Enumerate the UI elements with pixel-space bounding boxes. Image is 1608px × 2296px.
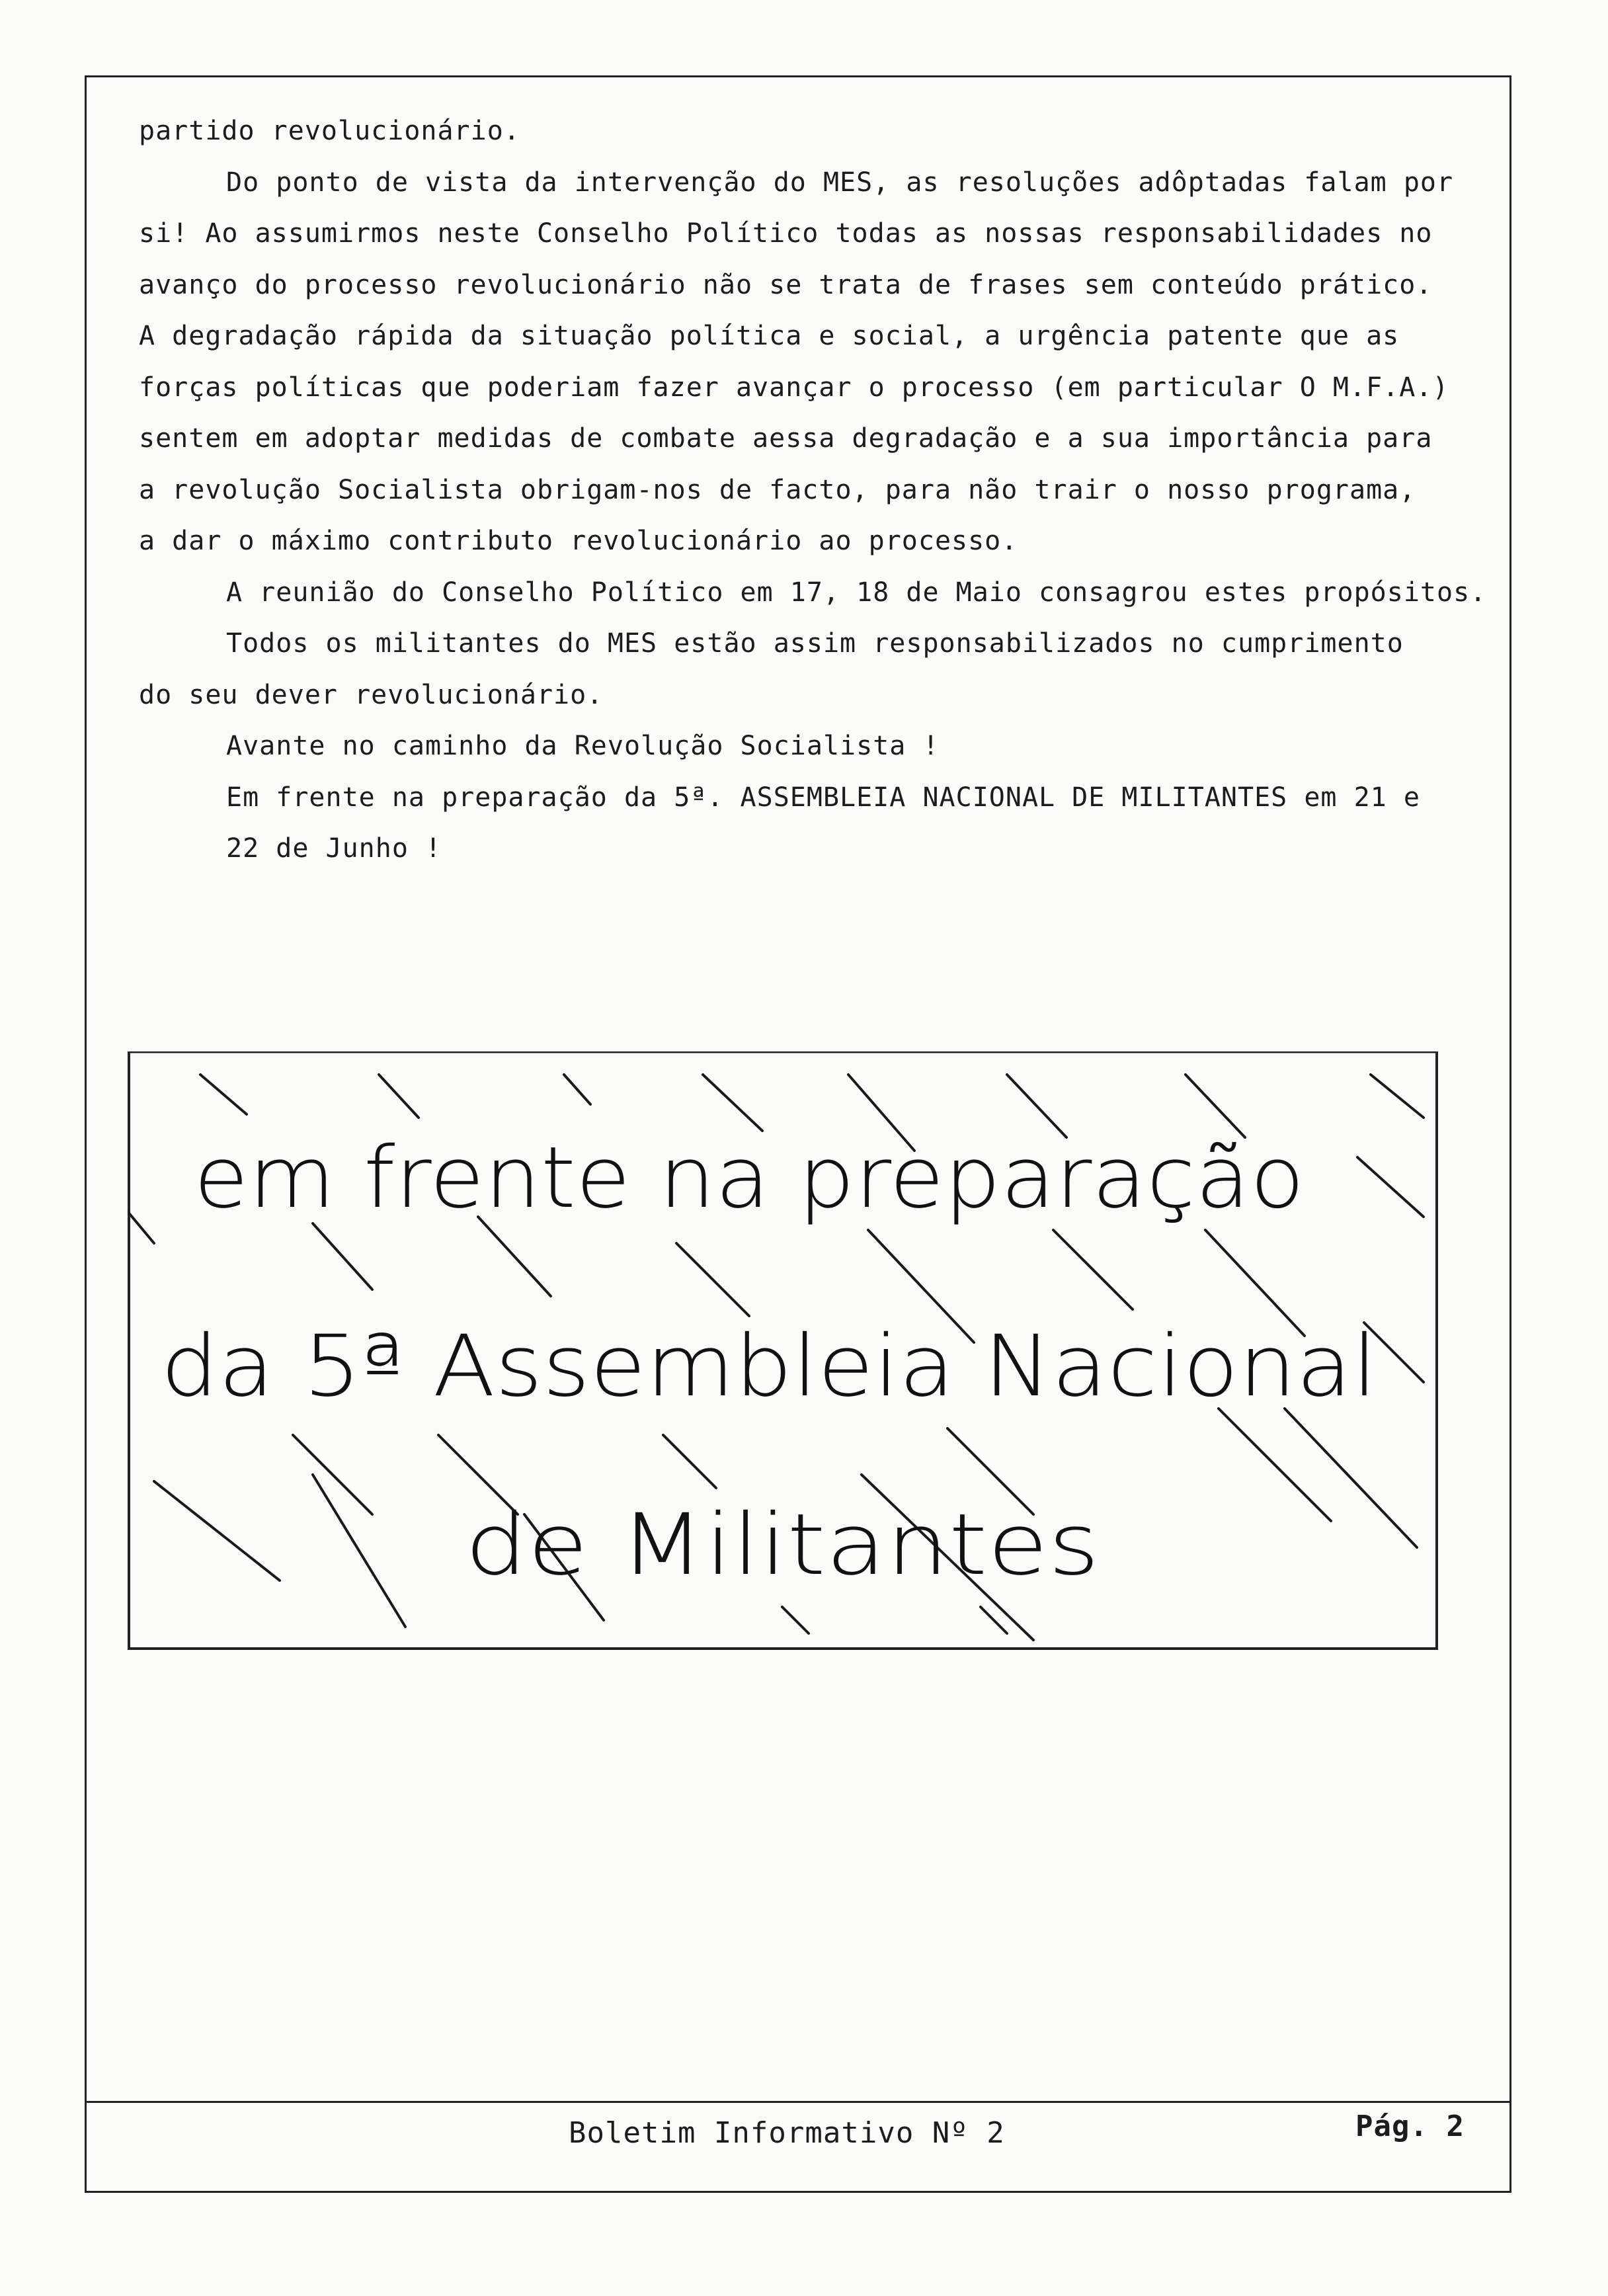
banner-line-3: de Militantes [465, 1496, 1100, 1594]
footer-divider [85, 2101, 1511, 2103]
body-line: Do ponto de vista da intervenção do MES, as resoluções adôptadas falam por [226, 167, 1454, 198]
body-line: A degradação rápida da situação política e social, a urgência patente que as [139, 321, 1400, 351]
body-line: a revolução Socialista obrigam-nos de facto, para não trair o nosso programa, [139, 474, 1416, 505]
banner-drawing [128, 1051, 1438, 1650]
body-line: Todos os militantes do MES estão assim responsabilizados no cumprimento [226, 628, 1404, 659]
body-line: A reunião do Conselho Político em 17, 18 de Maio consagrou estes propósitos. [226, 577, 1487, 608]
handwritten-banner [128, 1051, 1438, 1650]
body-line: Avante no caminho da Revolução Socialista ! [226, 731, 940, 761]
footer-title: Boletim Informativo Nº 2 [569, 2116, 1005, 2150]
body-line: do seu dever revolucionário. [139, 679, 604, 710]
body-line: avanço do processo revolucionário não se trata de frases sem conteúdo prático. [139, 269, 1433, 300]
body-line: sentem em adoptar medidas de combate aessa degradação e a sua importância para [139, 423, 1433, 454]
body-line: forças políticas que poderiam fazer avançar o processo (em particular O M.F.A.) [139, 372, 1449, 403]
body-line: 22 de Junho ! [226, 833, 442, 864]
banner-line-2: da 5ª Assembleia Nacional [161, 1317, 1377, 1416]
body-text [139, 106, 1508, 875]
banner-line-1: em frente na preparação [194, 1129, 1305, 1227]
body-line: partido revolucionário. [139, 116, 520, 146]
page-number: Pág. 2 [1355, 2110, 1465, 2143]
body-line: a dar o máximo contributo revolucionário ao processo. [139, 526, 1018, 556]
body-line: si! Ao assumirmos neste Conselho Político todas as nossas responsabilidades no [139, 218, 1433, 249]
body-line: Em frente na preparação da 5ª. ASSEMBLEIA NACIONAL DE MILITANTES em 21 e [226, 782, 1420, 813]
